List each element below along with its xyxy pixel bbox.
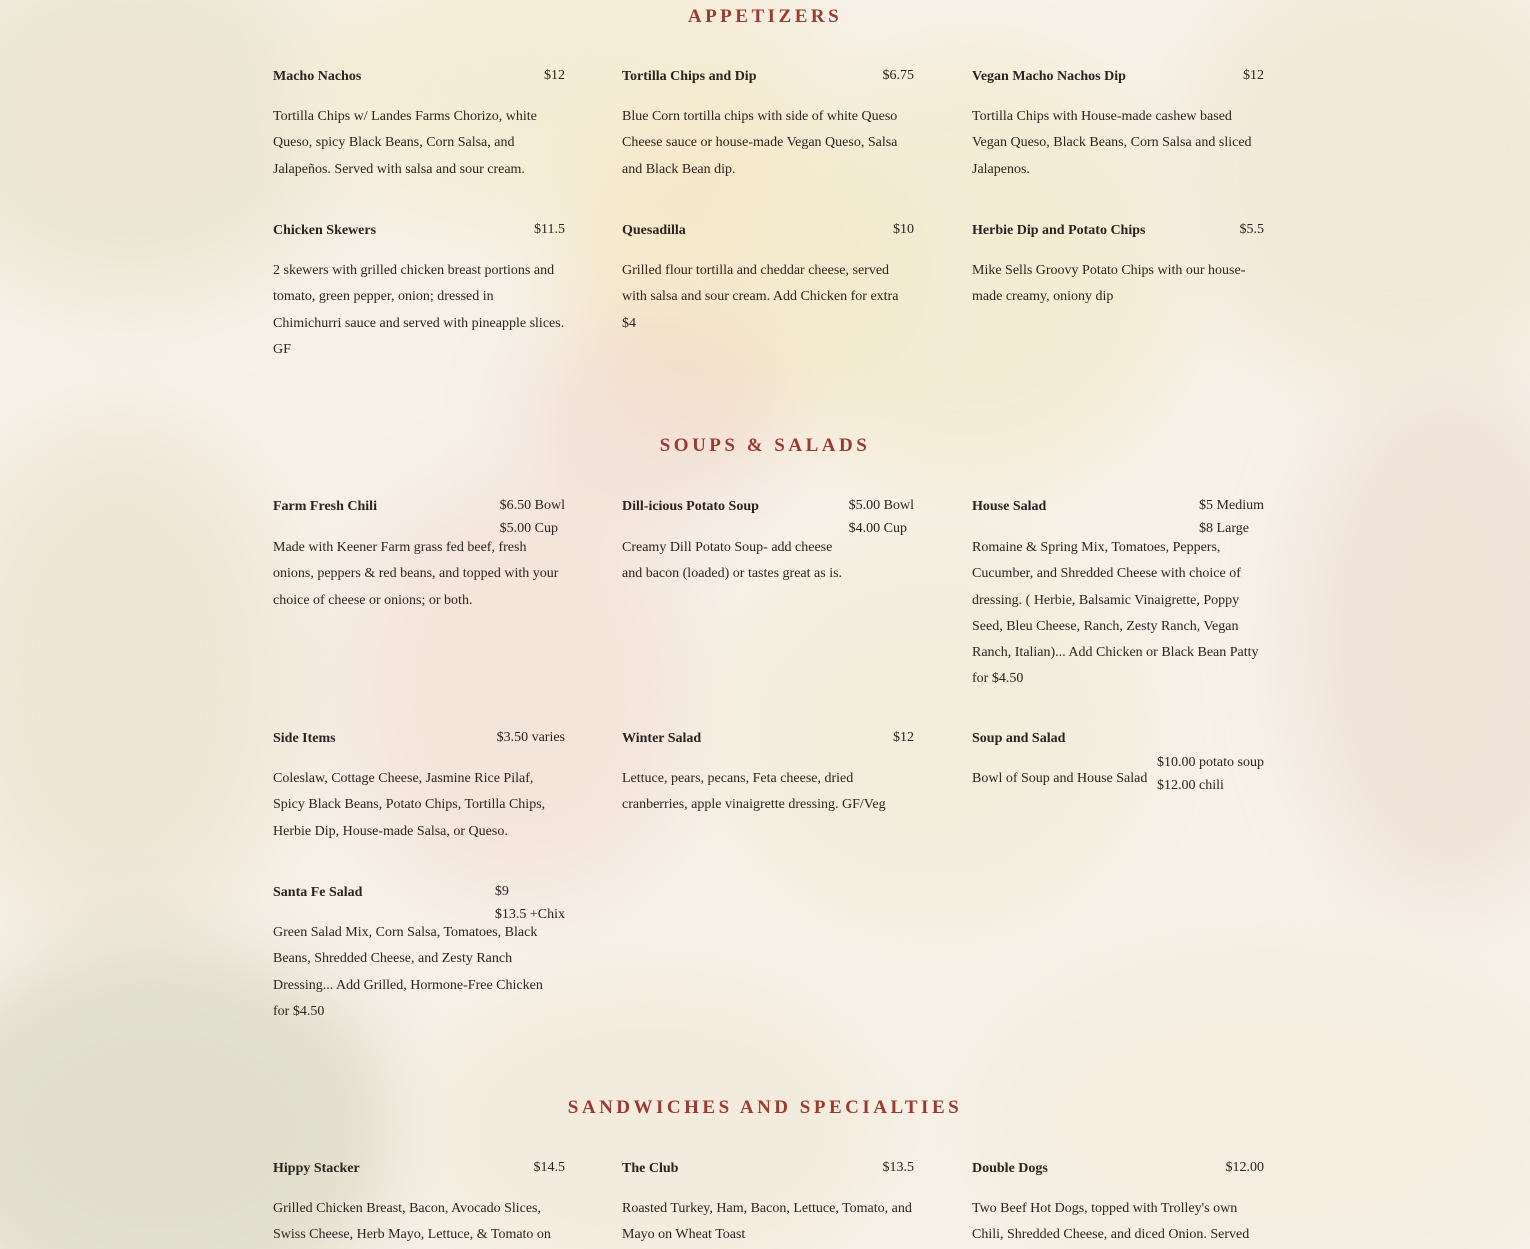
item-description: Bowl of Soup and House Salad	[972, 771, 1148, 786]
price-line: $13.5 +Chix	[494, 907, 565, 922]
item-description: Made with Keener Farm grass fed beef, fresh onions, peppers & red beans, and topped with your choice of cheese or onions; or both.	[273, 540, 559, 608]
item-description: 2 skewers with grilled chicken breast portions and tomato, green pepper, onion; dressed in Chimichurri sauce and served with pineapple slices. GF	[273, 263, 565, 357]
item-name: Quesadilla	[622, 223, 686, 238]
item-price	[1199, 494, 1264, 540]
item-price: $14.5	[533, 1160, 565, 1175]
item-price: $12	[893, 730, 914, 745]
menu-item-vegan-macho-nachos	[972, 64, 1264, 183]
price-line: $5.00 Bowl	[848, 498, 914, 513]
item-name: Chicken Skewers	[273, 223, 377, 238]
menu-item-macho-nachos	[273, 64, 565, 183]
item-price: $10	[893, 222, 914, 237]
menu-item-quesadilla	[622, 218, 914, 337]
menu-item-herbie-dip	[972, 218, 1264, 311]
item-price: $12	[544, 68, 565, 83]
menu-item-winter-salad	[622, 726, 914, 819]
item-price: $6.75	[882, 68, 914, 83]
item-description: Green Salad Mix, Corn Salsa, Tomatoes, Black Beans, Shredded Cheese, and Zesty Ranch Dressing... Add Grilled, Hormone-Free Chicken for $4.50	[273, 925, 543, 1019]
item-description: Roasted Turkey, Ham, Bacon, Lettuce, Tomato, and Mayo on Wheat Toast	[622, 1201, 912, 1243]
item-name: Tortilla Chips and Dip	[622, 69, 757, 84]
item-price	[500, 494, 565, 540]
item-name: Dill-icious Potato Soup	[622, 499, 759, 514]
item-name: Soup and Salad	[972, 731, 1066, 746]
item-name: House Salad	[972, 499, 1047, 514]
item-name: Farm Fresh Chili	[273, 499, 377, 514]
menu-item-house-salad	[972, 494, 1264, 693]
item-price	[495, 880, 565, 926]
item-price: $3.50 varies	[496, 730, 565, 745]
price-line: $10.00 potato soup	[1157, 755, 1264, 770]
item-name: Winter Salad	[622, 731, 702, 746]
item-description: Blue Corn tortilla chips with side of white Queso Cheese sauce or house-made Vegan Queso, Salsa and Black Bean dip.	[622, 109, 898, 177]
section-title-appetizers: APPETIZERS	[687, 6, 843, 27]
item-name: Hippy Stacker	[273, 1161, 360, 1176]
item-description: Mike Sells Groovy Potato Chips with our house-made creamy, oniony dip	[972, 263, 1246, 305]
menu-item-the-club	[622, 1156, 914, 1249]
menu-item-santa-fe-salad	[273, 880, 565, 1025]
price-line: $8 Large	[1199, 521, 1249, 536]
price-line: $5.00 Cup	[499, 521, 558, 536]
menu-item-dill-potato-soup	[622, 494, 914, 588]
item-price: $11.5	[534, 222, 565, 237]
menu-item-tortilla-chips-dip	[622, 64, 914, 183]
item-price	[849, 494, 914, 540]
item-description: Grilled flour tortilla and cheddar cheese, served with salsa and sour cream. Add Chicken for extra $4	[622, 263, 899, 331]
item-name: The Club	[622, 1161, 679, 1176]
menu-item-chicken-skewers	[273, 218, 565, 363]
item-description: Coleslaw, Cottage Cheese, Jasmine Rice Pilaf, Spicy Black Beans, Potato Chips, Tortilla Chips, Herbie Dip, House-made Salsa, or Queso.	[273, 771, 546, 839]
item-name: Double Dogs	[972, 1161, 1048, 1176]
item-description: Tortilla Chips w/ Landes Farms Chorizo, white Queso, spicy Black Beans, Corn Salsa, and Jalapeños. Served with salsa and sour cream.	[273, 109, 537, 177]
menu-item-farm-fresh-chili	[273, 494, 565, 614]
price-line: $12.00 chili	[1157, 778, 1224, 793]
price-line: $5 Medium	[1199, 498, 1264, 513]
item-name: Santa Fe Salad	[273, 885, 363, 900]
item-name: Macho Nachos	[273, 69, 362, 84]
item-name: Herbie Dip and Potato Chips	[972, 223, 1146, 238]
item-description: Grilled Chicken Breast, Bacon, Avocado Slices, Swiss Cheese, Herb Mayo, Lettuce, & Tomato on	[273, 1201, 551, 1243]
item-description: Creamy Dill Potato Soup- add cheese and bacon (loaded) or tastes great as is.	[622, 540, 843, 582]
section-title-soups-salads: SOUPS & SALADS	[659, 435, 871, 456]
item-description: Two Beef Hot Dogs, topped with Trolley's own Chili, Shredded Cheese, and diced Onion. Served	[972, 1201, 1250, 1243]
menu-item-double-dogs	[972, 1156, 1264, 1249]
item-description: Tortilla Chips with House-made cashew based Vegan Queso, Black Beans, Corn Salsa and sliced Jalapenos.	[972, 109, 1252, 177]
item-name: Vegan Macho Nachos Dip	[972, 69, 1126, 84]
item-price: $12.00	[1225, 1160, 1264, 1175]
item-description: Lettuce, pears, pecans, Feta cheese, dried cranberries, apple vinaigrette dressing. GF/Veg	[622, 771, 886, 813]
item-name: Side Items	[273, 731, 336, 746]
item-price: $5.5	[1239, 222, 1264, 237]
section-title-sandwiches: SANDWICHES AND SPECIALTIES	[567, 1097, 963, 1118]
menu-item-hippy-stacker	[273, 1156, 565, 1249]
menu-item-side-items	[273, 726, 565, 845]
item-price: $13.5	[882, 1160, 914, 1175]
price-line: $9	[494, 884, 509, 899]
item-price	[1157, 751, 1264, 797]
item-price: $12	[1243, 68, 1264, 83]
price-line: $4.00 Cup	[848, 521, 907, 536]
price-line: $6.50 Bowl	[499, 498, 565, 513]
item-description: Romaine & Spring Mix, Tomatoes, Peppers, Cucumber, and Shredded Cheese with choice of dressing. ( Herbie, Balsamic Vinaigrette, Poppy Seed, Bleu Cheese, Ranch, Zesty Ranch, Vegan Ranch, Italian)... Add Chicken or Black Bean Patty for $4.50	[972, 540, 1259, 687]
menu-item-soup-and-salad	[972, 726, 1264, 792]
